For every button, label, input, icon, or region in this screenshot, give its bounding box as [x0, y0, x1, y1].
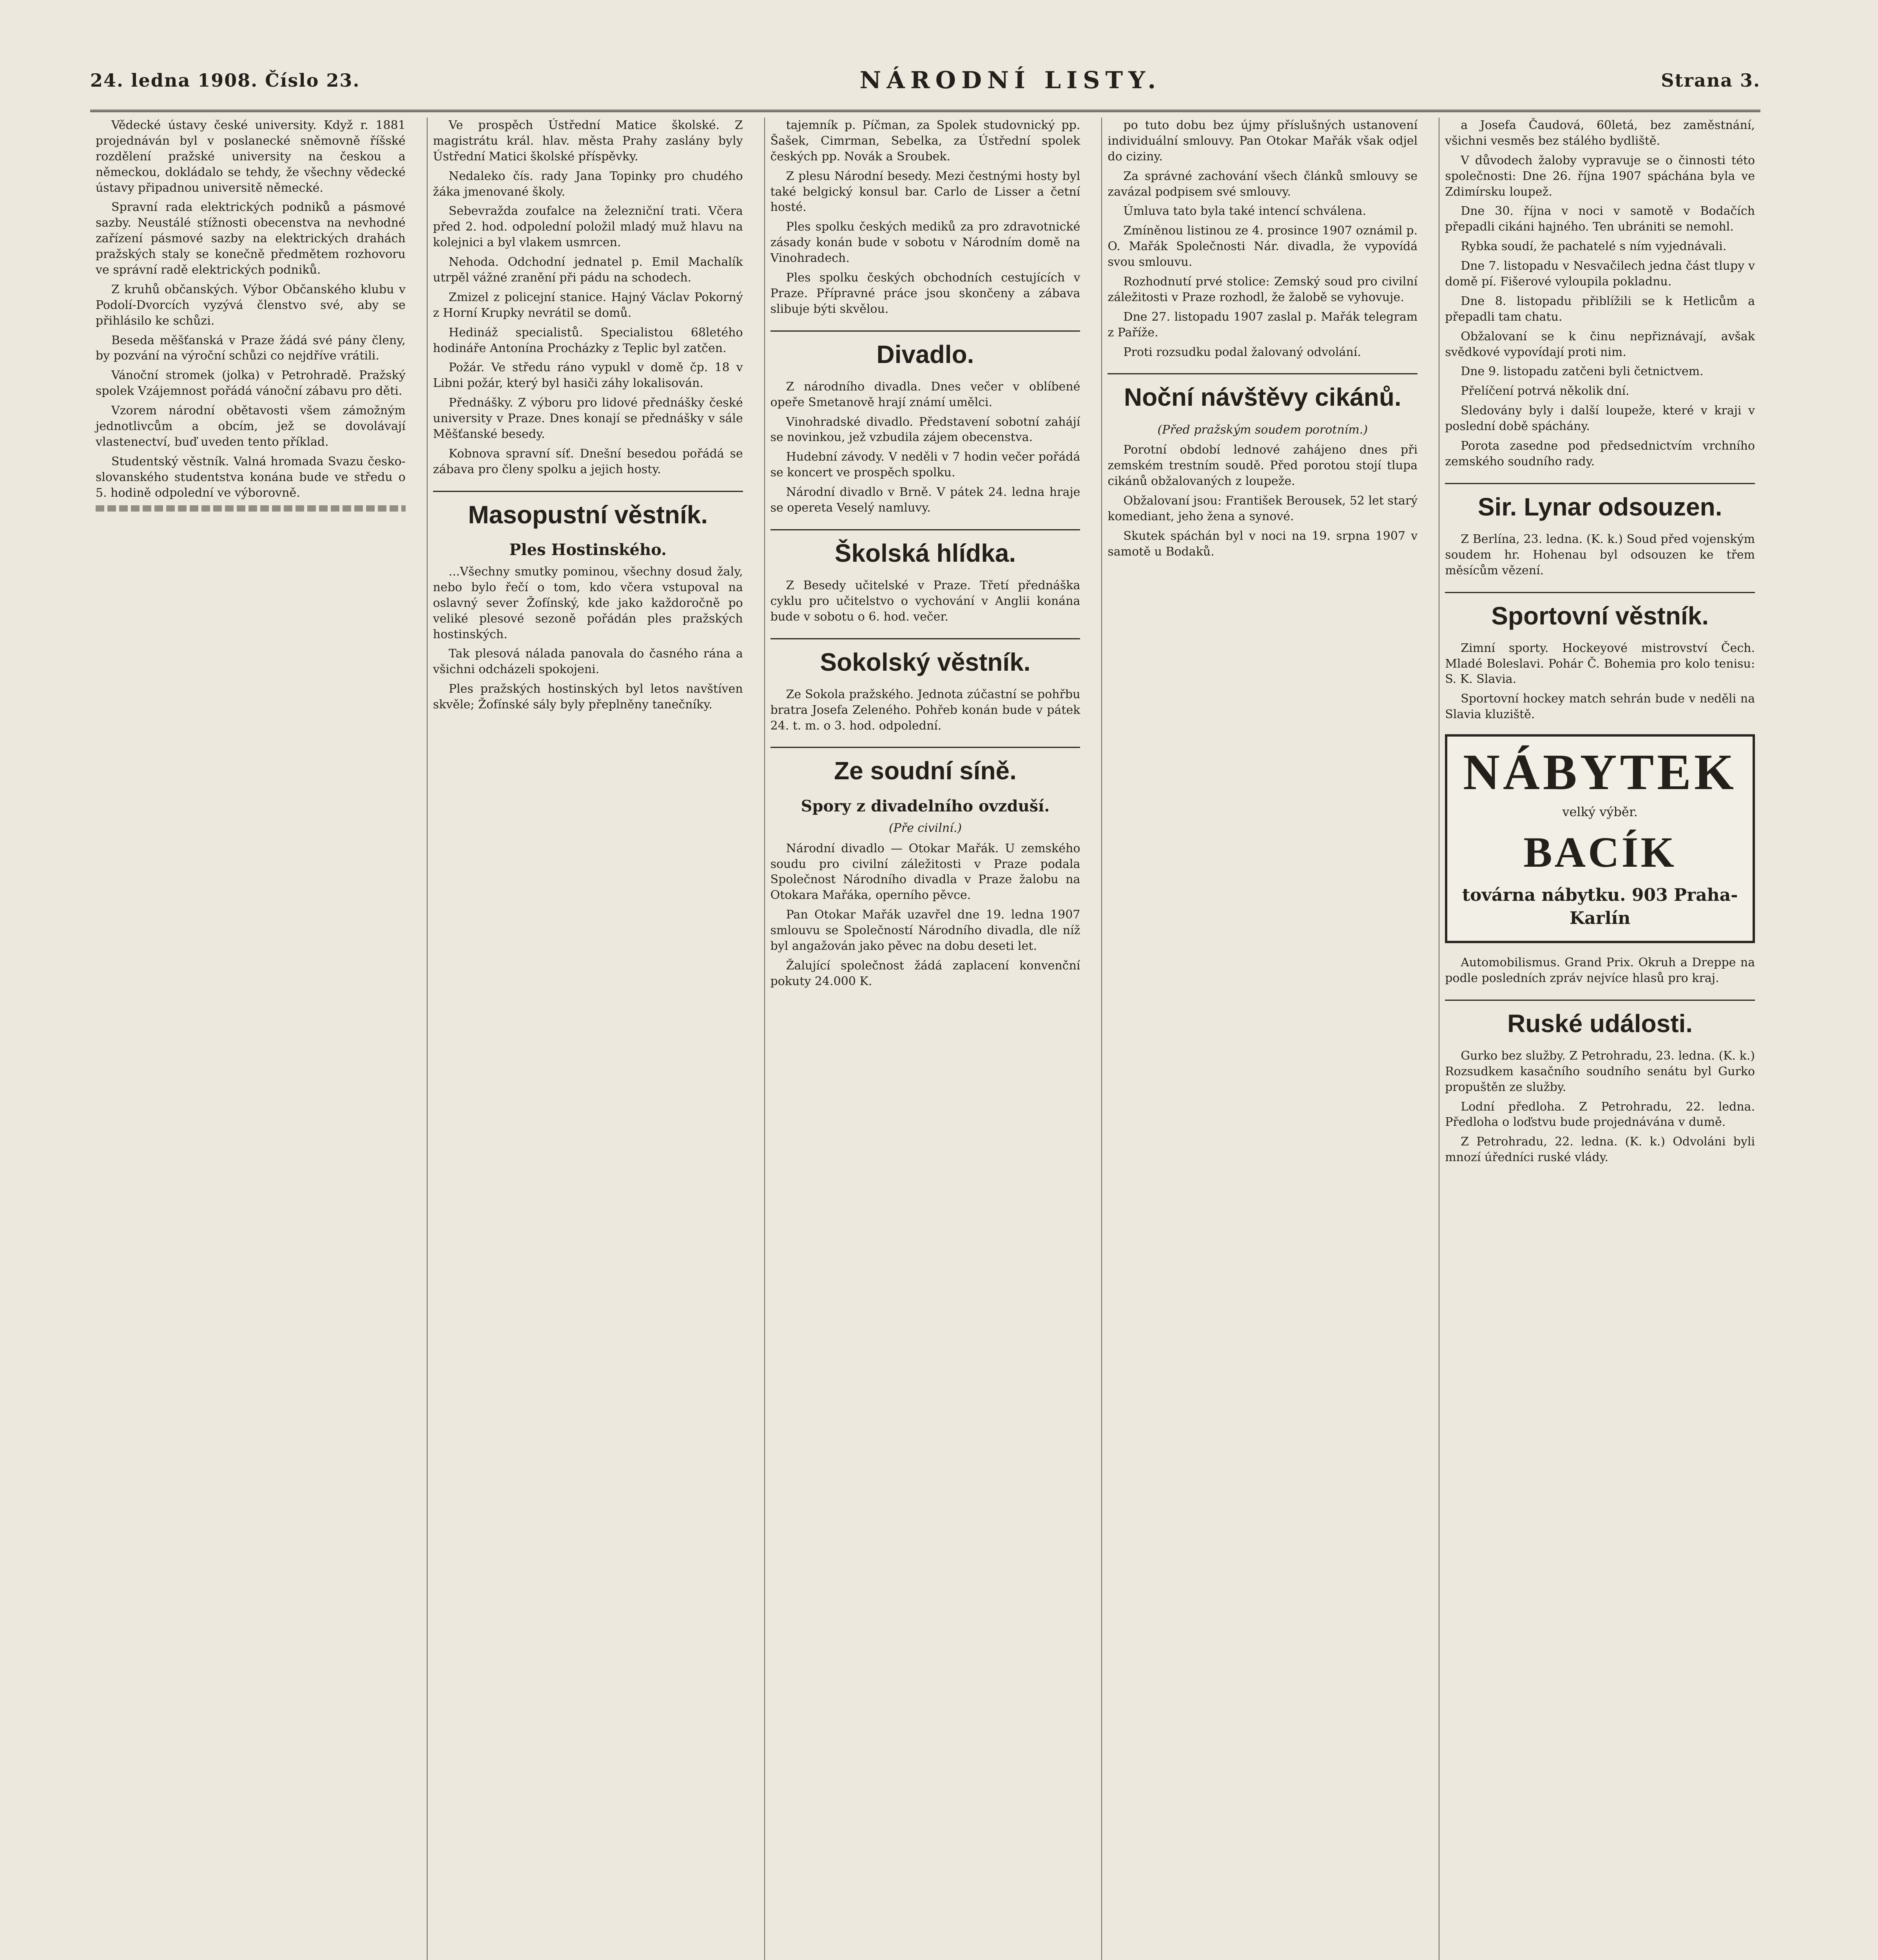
article-paragraph: Národní divadlo — Otokar Mařák. U zemského soudu pro civilní záležitosti v Praze podala Společnost Národního divadla v Praze žalobu na Otokara Mařáka, operního pěvce. — [770, 841, 1080, 902]
article-paragraph: Z národního divadla. Dnes večer v oblíbené opeře Smetanově hrají známí umělci. — [770, 379, 1080, 409]
article-paragraph: Za správné zachování všech článků smlouvy se zavázal podpisem své smlouvy. — [1108, 169, 1418, 199]
article-paragraph: Sebevražda zoufalce na železniční trati. Včera před 2. hod. odpolední položil mladý muž hlavu na kolejnici a byl vlakem usmrcen. — [433, 204, 743, 250]
sub-note: (Pře civilní.) — [888, 821, 962, 835]
section-title-divadlo: Divadlo. — [770, 330, 1080, 371]
article-paragraph: Studentský věstník. Valná hromada Svazu česko-slovanského studentstva konána bude ve středu o 5. hodině odpolední ve výborovně. — [96, 454, 406, 500]
article-paragraph: Z Besedy učitelské v Praze. Třetí přednáška cyklu pro učitelstvo o vychování v Anglii konána bude v sobotu o 6. hod. večer. — [770, 579, 1080, 624]
article-paragraph: Z plesu Národní besedy. Mezi čestnými hosty byl také belgický konsul bar. Carlo de Lisser a četní hosté. — [770, 169, 1080, 214]
ad-brand: BACÍK — [1523, 828, 1677, 876]
article-paragraph: Porota zasedne pod předsednictvím vrchního zemského soudního rady. — [1445, 439, 1755, 468]
article-paragraph: Kobnova spravní síť. Dnešní besedou pořádá se zábava pro členy spolku a jejich hosty. — [433, 446, 743, 476]
column-4 — [1101, 118, 1423, 1960]
article-paragraph: Rozhodnutí prvé stolice: Zemský soud pro civilní záležitosti v Praze rozhodl, že žalobě se vyhovuje. — [1108, 275, 1418, 304]
section-title-ruske: Ruské události. — [1445, 1000, 1755, 1040]
article-paragraph: Přednášky. Z výboru pro lidové přednášky české university v Praze. Dnes konají se přednášky v sále Měšťanské besedy. — [433, 396, 743, 441]
article-paragraph: Lodní předloha. Z Petrohradu, 22. ledna. Předloha o loďstvu bude projednávána v dumě. — [1445, 1100, 1755, 1129]
article-paragraph: Hedináž specialistů. Specialistou 68letého hodináře Antonína Procházky z Teplic byl zatčen. — [433, 325, 743, 355]
ad-address: továrna nábytku. 903 Praha-Karlín — [1462, 885, 1738, 928]
columns — [90, 118, 1760, 1960]
page-number: Strana 3. — [1661, 70, 1760, 91]
article-paragraph: Dne 8. listopadu přiblížili se k Hetlicům a přepadli tam chatu. — [1445, 294, 1755, 324]
article-paragraph: Nehoda. Odchodní jednatel p. Emil Machalík utrpěl vážné zranění při pádu na schodech. — [433, 255, 743, 285]
article-paragraph: ...Všechny smutky pominou, všechny dosud žaly, nebo bylo řečí o tom, kdo včera vstupoval na oslavný sever Žofínský, kde jako každoročně po veliké plesové sezoně pořádán ples pražských hostinských. — [433, 565, 743, 641]
ad-headline: NÁBYTEK — [1463, 744, 1737, 801]
article-paragraph: Obžalovaní jsou: František Berousek, 52 let starý komediant, jeho žena a synové. — [1108, 494, 1418, 524]
article-paragraph: Hudební závody. V neděli v 7 hodin večer pořádá se koncert ve prospěch spolku. — [770, 450, 1080, 480]
article-paragraph: Gurko bez služby. Z Petrohradu, 23. ledna. (K. k.) Rozsudkem kasačního soudního senátu byl Gurko propuštěn ze služby. — [1445, 1049, 1755, 1094]
section-title-sokolsky: Sokolský věstník. — [770, 638, 1080, 679]
article-paragraph: Automobilismus. Grand Prix. Okruh a Dreppe na podle posledních zpráv nejvíce hlasů pro kraj. — [1445, 956, 1755, 985]
section-title-sport: Sportovní věstník. — [1445, 592, 1755, 633]
article-paragraph: Vědecké ústavy české university. Když r. 1881 projednáván byl v poslanecké sněmovně říšské rozdělení pražské university na českou a německou, dokládalo se tehdy, že všechny vědecké ústavy připadnou universitě německé. — [96, 118, 406, 195]
article-paragraph: Z kruhů občanských. Výbor Občanského klubu v Podolí-Dvorcích vyzývá členstvo své, aby se přihlásilo ke schůzi. — [96, 282, 406, 328]
masthead: NÁRODNÍ LISTY. — [859, 67, 1162, 94]
column-5 — [1439, 118, 1760, 1960]
article-paragraph: Zmíněnou listinou ze 4. prosince 1907 oznámil p. O. Mařák Společnosti Nár. divadla, že vypovídá svou smlouvu. — [1108, 224, 1418, 269]
page-header — [90, 51, 1760, 112]
column-1 — [90, 118, 411, 1960]
header-date-issue: 24. ledna 1908. Číslo 23. — [90, 70, 360, 91]
article-paragraph: Úmluva tato byla také intencí schválena. — [1123, 204, 1367, 218]
article-paragraph: Proti rozsudku podal žalovaný odvolání. — [1123, 345, 1361, 359]
article-paragraph: Ve prospěch Ústřední Matice školské. Z magistrátu král. hlav. města Prahy zaslány byly Ústřední Matici školské příspěvky. — [433, 118, 743, 163]
column-2 — [427, 118, 749, 1960]
article-paragraph: Vánoční stromek (jolka) v Petrohradě. Pražský spolek Vzájemnost pořádá vánoční zábavu pro děti. — [96, 368, 406, 398]
article-paragraph: Rybka soudí, že pachatelé s ním vyjednávali. — [1461, 240, 1727, 254]
article-paragraph: Obžalovaní se k činu nepřiznávají, avšak svědkové vypovídají proti nim. — [1445, 329, 1755, 359]
article-paragraph: Z Petrohradu, 22. ledna. (K. k.) Odvoláni byli mnozí úředníci ruské vlády. — [1445, 1135, 1755, 1165]
article-paragraph: Ples pražských hostinských byl letos navštíven skvěle; Žofínské sály byly přeplněny tanečníky. — [433, 682, 743, 712]
article-paragraph: Pan Otokar Mařák uzavřel dne 19. ledna 1907 smlouvu se Společností Národního divadla, dle níž byl angažován jako pěvec na dobu deseti let. — [770, 908, 1080, 953]
article-paragraph: Národní divadlo v Brně. V pátek 24. ledna hraje se opereta Veselý namluvy. — [770, 485, 1080, 515]
article-paragraph: Porotní období lednové zahájeno dnes při zemském trestním soudě. Před porotou stojí tlupa cikánů obžalovaných z loupeže. — [1108, 443, 1418, 488]
column-3 — [764, 118, 1086, 1960]
section-title-nocni: Noční návštěvy cikánů. — [1108, 373, 1418, 414]
article-paragraph: Sledovány byly i další loupeže, které v kraji v poslední době spáchány. — [1445, 404, 1755, 434]
article-paragraph: tajemník p. Píčman, za Spolek studovnický pp. Šašek, Cimrman, Sebelka, za Ústřední spolek českých pp. Novák a Sroubek. — [770, 118, 1080, 163]
article-paragraph: Přelíčení potrvá několik dní. — [1461, 384, 1630, 398]
article-paragraph: Spravní rada elektrických podniků a pásmové sazby. Neustálé stížnosti obecenstva na nevhodné zařízení pásmové sazby na elektrických drahách pražských staly se konečně předmětem rozhovoru ve správní radě elektrických podniků. — [96, 200, 406, 277]
article-paragraph: Žalující společnost žádá zaplacení konvenční pokuty 24.000 K. — [770, 958, 1080, 988]
section-title-skolska: Školská hlídka. — [770, 529, 1080, 570]
article-paragraph: Ples spolku českých mediků za pro zdravotnické zásady konán bude v sobotu v Národním domě na Vinohradech. — [770, 220, 1080, 265]
article-paragraph: Vzorem národní obětavosti všem zámožným jednotlivcům a obcím, jež se dovolávají vlastenectví, buď uveden tento příklad. — [96, 404, 406, 449]
article-paragraph: Zmizel z policejní stanice. Hajný Václav Pokorný z Horní Krupky nevrátil se domů. — [433, 290, 743, 320]
ad-subline: velký výběr. — [1562, 804, 1638, 820]
text-rule — [96, 505, 406, 512]
article-paragraph: Vinohradské divadlo. Představení sobotní zahájí se novinkou, jež vzbudila zájem obecenstva. — [770, 415, 1080, 445]
article-paragraph: Beseda měšťanská v Praze žádá své pány členy, by pozvání na výroční schůzi co nejdříve vrátili. — [96, 333, 406, 363]
advertisement-nabytek — [1445, 734, 1755, 943]
sub-note: (Před pražským soudem porotním.) — [1157, 423, 1368, 437]
section-title-masopust: Masopustní věstník. — [433, 491, 743, 532]
article-paragraph: Nedaleko čís. rady Jana Topinky pro chudého žáka jmenované školy. — [433, 169, 743, 199]
article-paragraph: Ze Sokola pražského. Jednota zúčastní se pohřbu bratra Josefa Zeleného. Pohřeb konán bude v pátek 24. t. m. o 3. hod. odpolední. — [770, 687, 1080, 733]
sub-title-spory: Spory z divadelního ovzduší. — [801, 797, 1050, 815]
article-paragraph: Zimní sporty. Hockeyové mistrovství Čech. Mladé Boleslavi. Pohár Č. Bohemia pro kolo tenisu: S. K. Slavia. — [1445, 641, 1755, 686]
article-paragraph: Dne 30. října v noci v samotě v Bodačích přepadli cikáni hajného. Ten ubrániti se nemohl. — [1445, 204, 1755, 234]
article-paragraph: Dne 7. listopadu v Nesvačilech jedna část tlupy v domě pí. Fišerové vyloupila pokladnu. — [1445, 259, 1755, 289]
article-paragraph: Tak plesová nálada panovala do časného rána a všichni odcházeli spokojeni. — [433, 647, 743, 677]
article-paragraph: Z Berlína, 23. ledna. (K. k.) Soud před vojenským soudem hr. Hohenau byl odsouzen ke třem měsícům vězení. — [1445, 532, 1755, 577]
article-paragraph: po tuto dobu bez újmy příslušných ustanovení individuální smlouvy. Pan Otokar Mařák však odjel do ciziny. — [1108, 118, 1418, 163]
article-paragraph: Požár. Ve středu ráno vypukl v domě čp. 18 v Libni požár, který byl hasiči záhy lokalisován. — [433, 361, 743, 390]
article-paragraph: Sportovní hockey match sehrán bude v neděli na Slavia kluziště. — [1445, 692, 1755, 722]
article-paragraph: Skutek spáchán byl v noci na 19. srpna 1907 v samotě u Bodaků. — [1108, 529, 1418, 559]
article-paragraph: Dne 27. listopadu 1907 zaslal p. Mařák telegram z Paříže. — [1108, 310, 1418, 339]
article-paragraph: Dne 9. listopadu zatčeni byli četnictvem. — [1461, 365, 1704, 379]
section-title-lynar: Sir. Lynar odsouzen. — [1445, 483, 1755, 524]
sub-title-ples: Ples Hostinského. — [509, 540, 667, 559]
section-title-soudni: Ze soudní síně. — [770, 747, 1080, 788]
article-paragraph: a Josefa Čaudová, 60letá, bez zaměstnání, všichni vesměs bez stálého bydliště. — [1445, 118, 1755, 148]
article-paragraph: Ples spolku českých obchodních cestujících v Praze. Přípravné práce jsou skončeny a zábava slibuje býti skvělou. — [770, 271, 1080, 316]
article-paragraph: V důvodech žaloby vypravuje se o činnosti této společnosti: Dne 26. října 1907 spáchána byla ve Zdimírsku loupež. — [1445, 153, 1755, 199]
